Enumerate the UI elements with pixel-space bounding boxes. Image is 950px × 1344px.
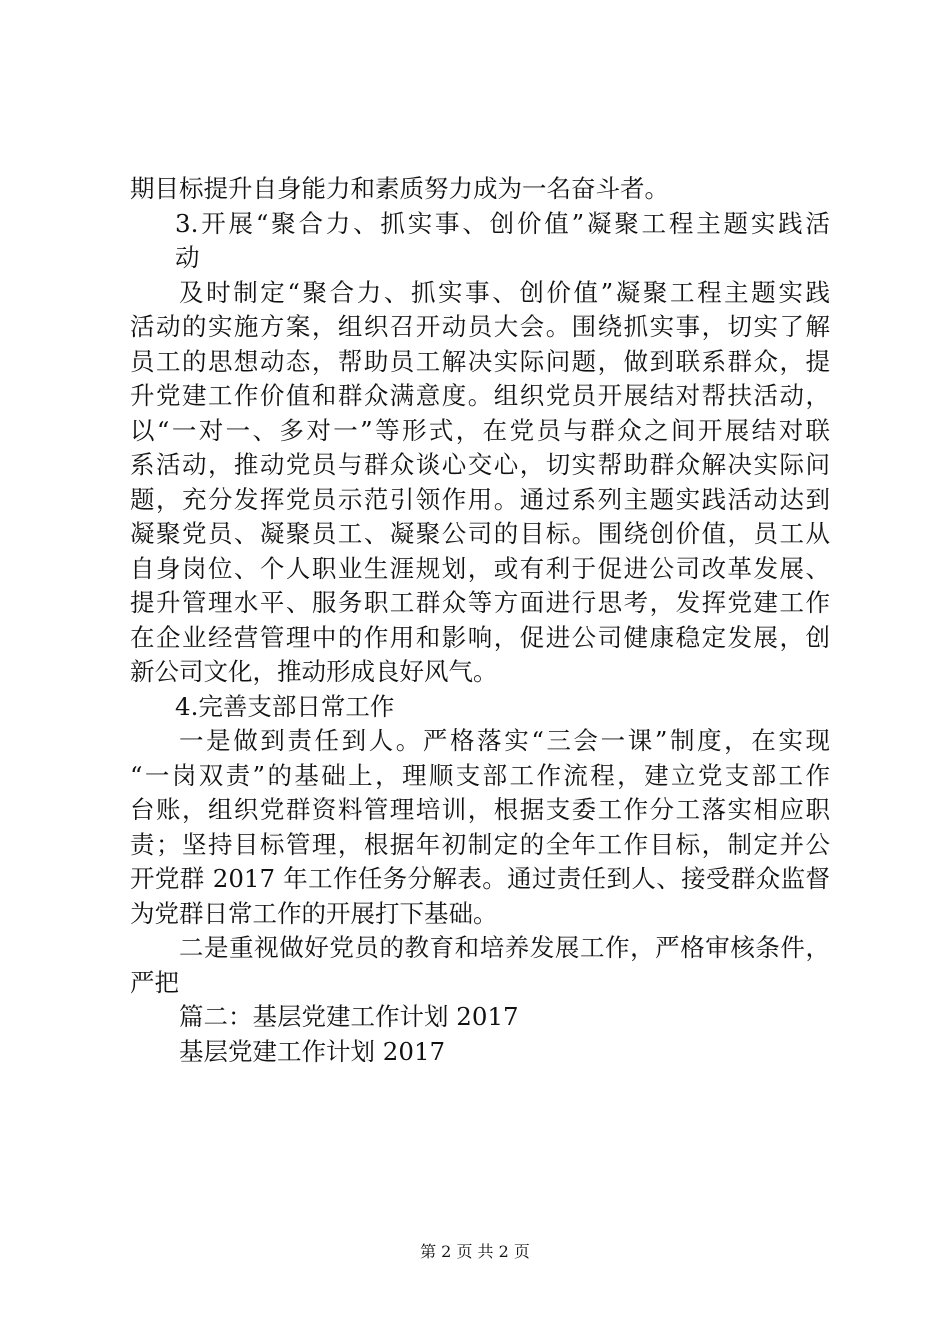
- text-line: 台账，组织党群资料管理培训，根据支委工作分工落实相应职: [130, 795, 830, 824]
- text-line: 动: [175, 243, 200, 272]
- text-line: 严把: [130, 967, 179, 997]
- text-line: 期目标提升自身能力和素质努力成为一名奋斗者。: [130, 174, 669, 203]
- paragraph-first-line: 及时制定“聚合力、抓实事、创价值”凝聚工程主题实践: [179, 277, 830, 307]
- section-title: 篇二：基层党建工作计划 2017: [179, 1002, 519, 1031]
- text-line: 题，充分发挥党员示范引领作用。通过系列主题实践活动达到: [130, 484, 830, 514]
- text-line: 凝聚党员、凝聚员工、凝聚公司的目标。围绕创价值，员工从: [130, 519, 830, 548]
- text-line: 升党建工作价值和群众满意度。组织党员开展结对帮扶活动，: [130, 381, 830, 410]
- text-line: 自身岗位、个人职业生涯规划，或有利于促进公司改革发展、: [130, 553, 830, 583]
- paragraph-first-line: 二是重视做好党员的教育和培养发展工作，严格审核条件，: [179, 933, 830, 962]
- text-line: 在企业经营管理中的作用和影响，促进公司健康稳定发展，创: [130, 622, 830, 652]
- page-number-footer: 第 2 页 共 2 页: [420, 1242, 530, 1261]
- text-line: 开党群 2017 年工作任务分解表。通过责任到人、接受群众监督: [130, 864, 830, 893]
- paragraph-first-line: 一是做到责任到人。严格落实“三会一课”制度，在实现: [179, 726, 830, 755]
- document-body: [130, 172, 830, 1069]
- text-line: 系活动，推动党员与群众谈心交心，切实帮助群众解决实际问: [130, 450, 830, 479]
- text-line: 活动的实施方案，组织召开动员大会。围绕抓实事，切实了解: [130, 312, 830, 341]
- text-line: 新公司文化，推动形成良好风气。: [130, 657, 498, 686]
- text-line: 为党群日常工作的开展打下基础。: [130, 898, 498, 928]
- section-heading-4: 4.完善支部日常工作: [175, 691, 395, 721]
- document-title: 基层党建工作计划 2017: [179, 1036, 446, 1066]
- text-line: 以“一对一、多对一”等形式，在党员与群众之间开展结对联: [130, 415, 830, 445]
- section-heading-3: 3.开展“聚合力、抓实事、创价值”凝聚工程主题实践活: [175, 208, 830, 238]
- text-line: 提升管理水平、服务职工群众等方面进行思考，发挥党建工作: [130, 588, 830, 617]
- text-line: 责；坚持目标管理，根据年初制定的全年工作目标，制定并公: [130, 829, 830, 859]
- text-line: “一岗双责”的基础上，理顺支部工作流程，建立党支部工作: [130, 760, 830, 790]
- text-line: 员工的思想动态，帮助员工解决实际问题，做到联系群众，提: [130, 346, 830, 376]
